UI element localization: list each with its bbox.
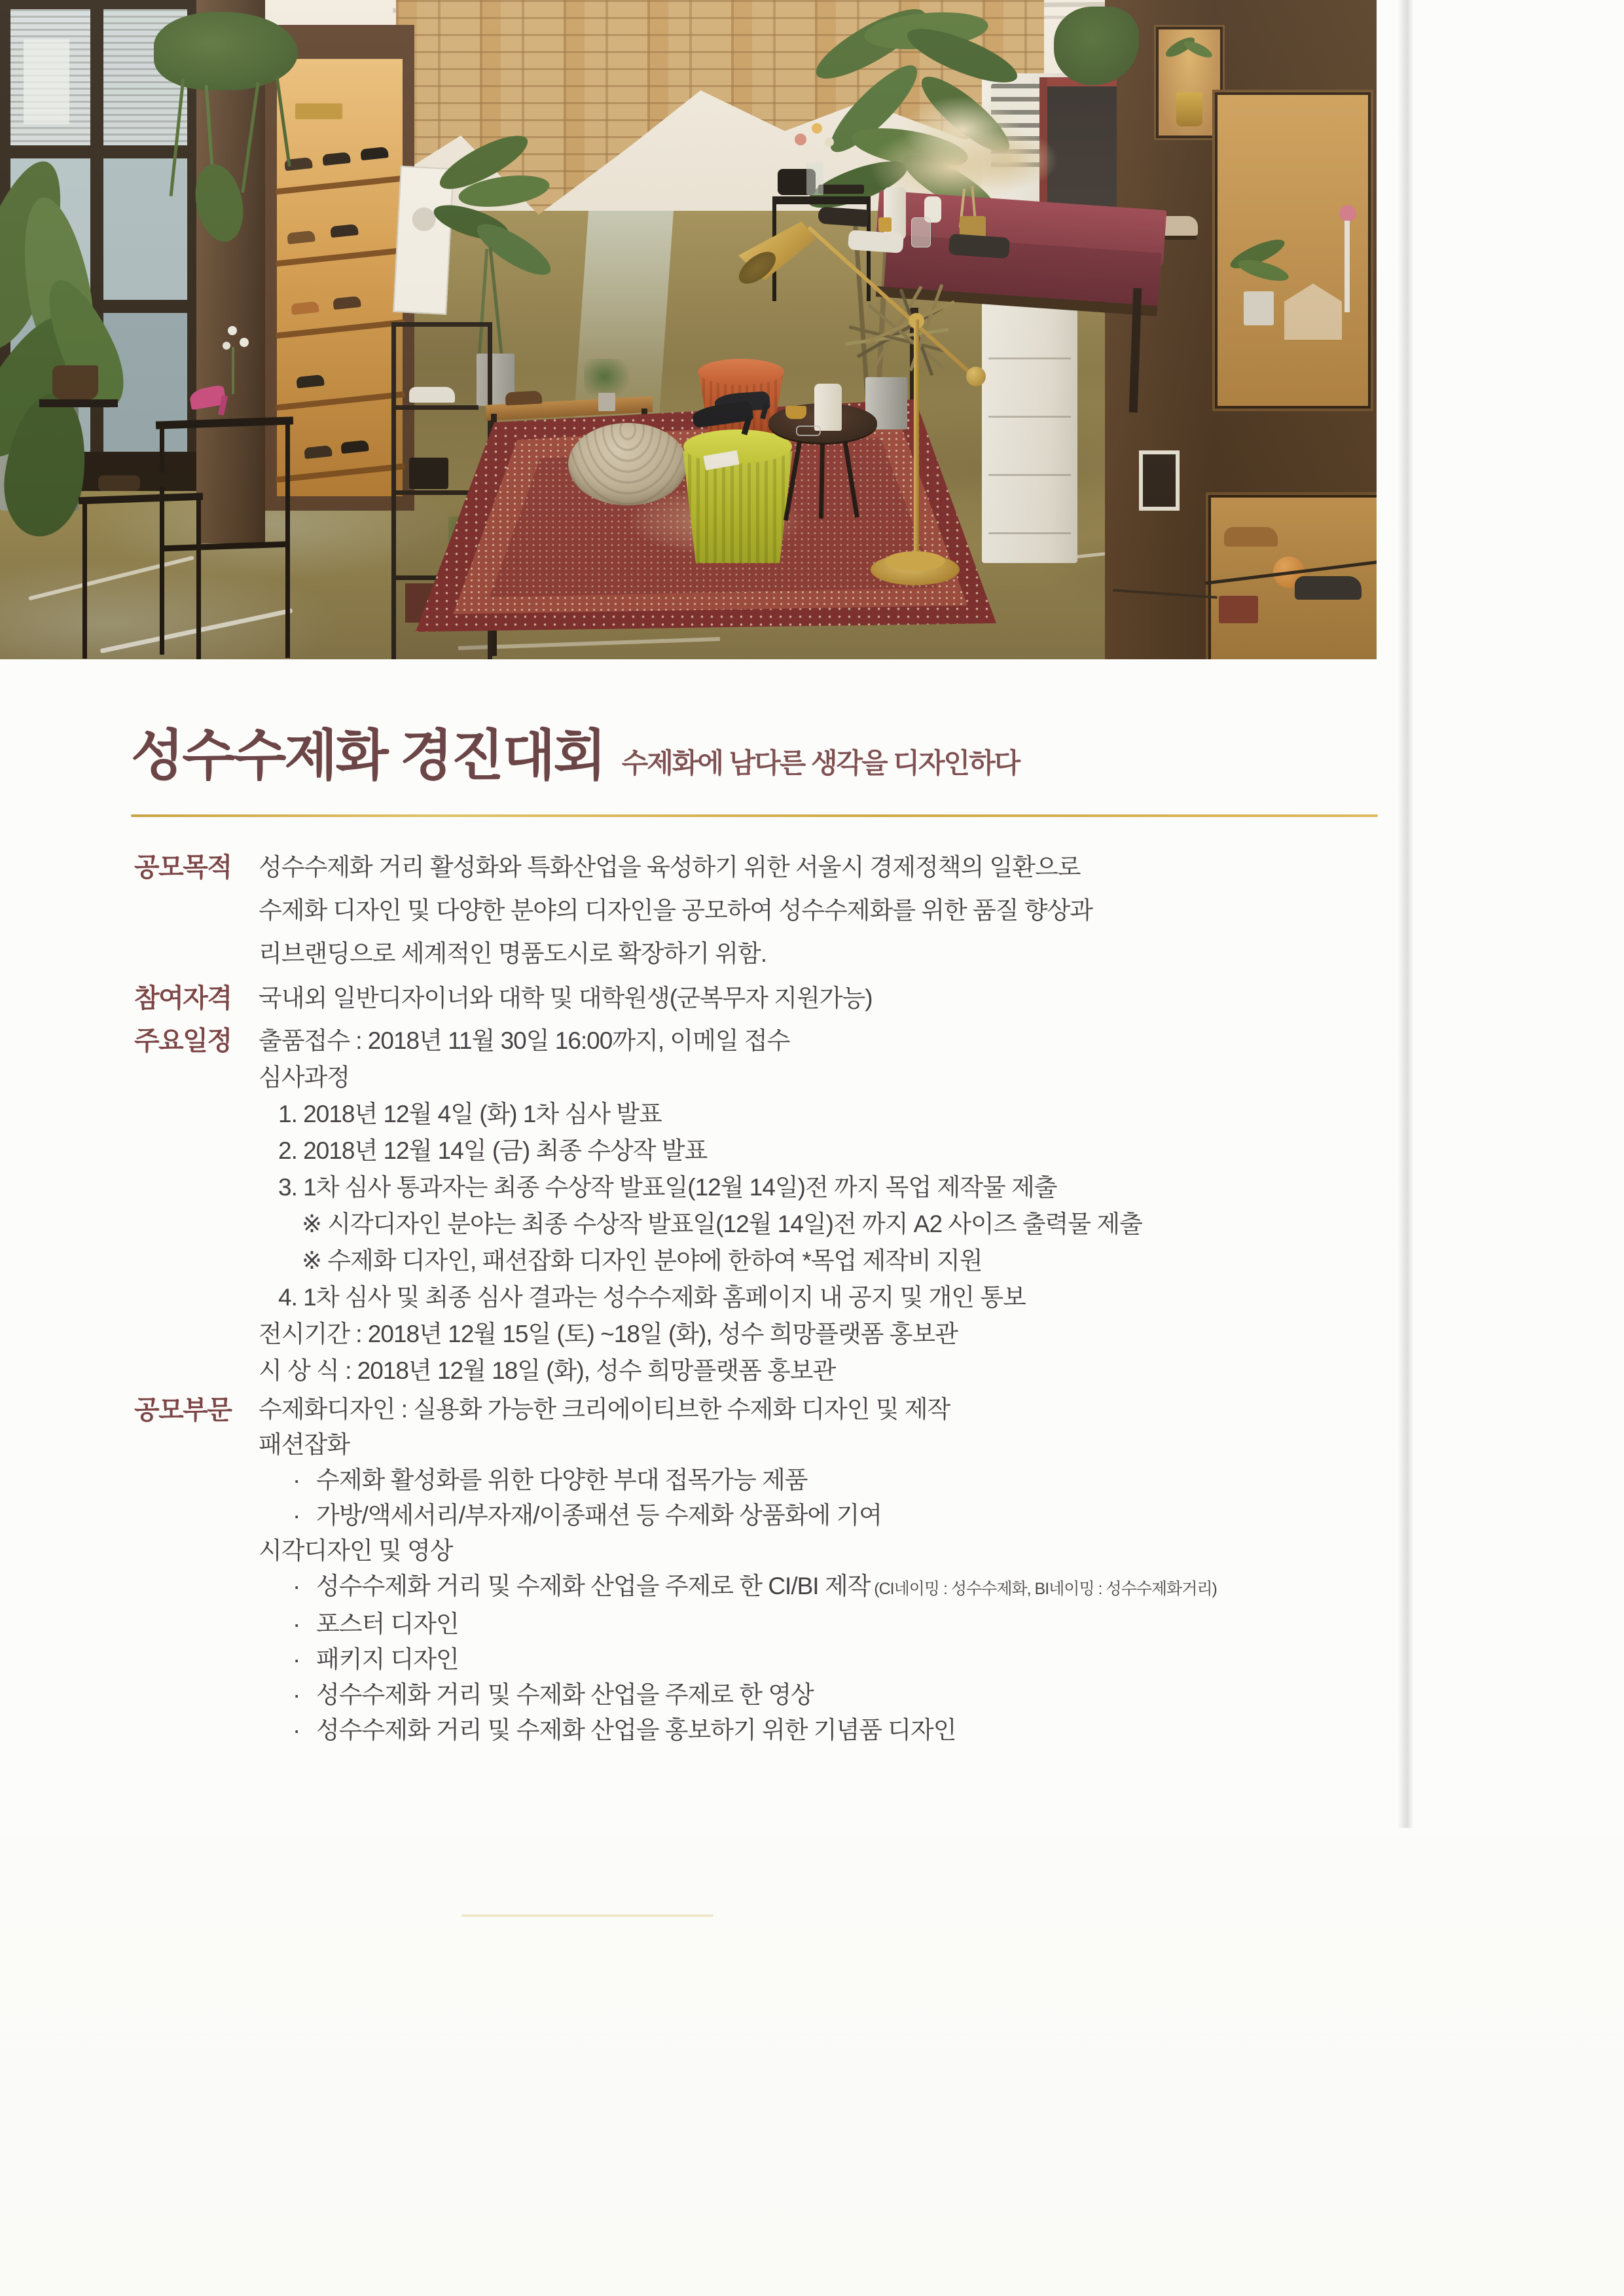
- cabinet-niche: [1159, 29, 1220, 136]
- line-smalltext: (CI네이밍 : 성수수제화, BI네이밍 : 성수수제화거리): [870, 1580, 1217, 1598]
- line-text: 패션잡화: [259, 1431, 350, 1458]
- boot-stand: [39, 399, 118, 407]
- flower-rose: [1339, 205, 1356, 222]
- line-text: 수제화 디자인 및 다양한 분야의 디자인을 공모하여 성수수제화를 위한 품질 향상과: [259, 897, 1093, 924]
- body-line: [259, 1498, 1217, 1533]
- shoe-pair: [98, 475, 140, 491]
- section-label: 공모부문: [134, 1396, 232, 1425]
- line-text: 포스터 디자인: [316, 1611, 459, 1637]
- section-body: [259, 1392, 1217, 1748]
- shoe-boot: [52, 365, 98, 399]
- rack-bag: [409, 458, 448, 489]
- candle-white: [814, 384, 842, 431]
- line-text: ※ 시각디자인 분야는 최종 수상작 발표일(12월 14일)전 까지 A2 사이즈 출력물 제출: [302, 1211, 1142, 1237]
- flower-stem: [232, 347, 234, 394]
- line-text: 성수수제화 거리 및 수제화 산업을 주제로 한 CI/BI 제작: [316, 1573, 871, 1599]
- lamp-pole: [914, 319, 919, 563]
- table-leg: [160, 426, 164, 655]
- body-line: [259, 1169, 1142, 1206]
- section-2: [134, 977, 873, 1020]
- shoe-white-sneakers: [848, 230, 904, 253]
- line-text: 시각디자인 및 영상: [259, 1537, 453, 1564]
- line-text: 심사과정: [259, 1064, 350, 1091]
- body-line: [259, 1023, 1142, 1059]
- bullet-dot: ·: [293, 1681, 300, 1708]
- shoe-derby-dark: [1295, 576, 1362, 600]
- flower-white: [223, 342, 230, 350]
- flower-white: [228, 326, 237, 335]
- page-title: 성수수제화 경진대회: [131, 725, 605, 786]
- line-text: 2. 2018년 12월 14일 (금) 최종 수상작 발표: [278, 1137, 708, 1164]
- line-text: 수제화 활성화를 위한 다양한 부대 접목가능 제품: [316, 1467, 808, 1493]
- body-line: [259, 846, 1092, 889]
- bullet-dot: ·: [293, 1573, 300, 1599]
- body-line: [259, 1427, 1217, 1463]
- bullet-dot: ·: [293, 1611, 300, 1637]
- terrarium: [1284, 283, 1342, 340]
- shoe-pair: [505, 391, 543, 406]
- section-3: [134, 1023, 1142, 1389]
- shoe-dark-pair: [948, 234, 1010, 259]
- pampas-grass: [952, 130, 1057, 190]
- body-line: [259, 1279, 1142, 1316]
- body-line: [259, 1392, 1217, 1427]
- scan-bottom-band: [0, 1837, 1624, 2296]
- body-line: [259, 1059, 1142, 1096]
- table-leg: [196, 498, 201, 659]
- scan-page-edge-shadow: [1398, 0, 1413, 1828]
- vase-white-bottle: [884, 187, 906, 240]
- exterior-building: [24, 39, 69, 124]
- bullet-dot: ·: [293, 1717, 300, 1743]
- body-line: [259, 1607, 1217, 1642]
- flower-white: [240, 338, 249, 347]
- shelf-lit-interior: [277, 59, 403, 496]
- white-pot: [1244, 291, 1274, 325]
- stool-orange-top: [698, 359, 784, 385]
- lamp-base-cap: [885, 551, 945, 571]
- cup-gold: [878, 217, 892, 232]
- section-body: [259, 1023, 1142, 1389]
- gold-divider-rule: [131, 814, 1378, 817]
- body-line: [259, 1642, 1217, 1677]
- eyeglasses: [796, 426, 821, 436]
- gold-pot: [1176, 92, 1202, 126]
- line-text: 국내외 일반디자이너와 대학 및 대학원생(군복무자 지원가능): [259, 985, 873, 1011]
- shoe-loafer-tan: [1224, 527, 1278, 547]
- line-text: 1. 2018년 12월 4일 (화) 1차 심사 발표: [278, 1101, 662, 1127]
- table-plant: [584, 359, 630, 398]
- table-plant-pot: [598, 393, 615, 411]
- line-text: 성수수제화 거리 및 수제화 산업을 홍보하기 위한 기념품 디자인: [316, 1717, 956, 1743]
- page-header: [131, 725, 1020, 786]
- store-photo: [0, 0, 1377, 659]
- lamp-counterweight: [966, 367, 986, 386]
- line-text: 수제화디자인 : 실용화 가능한 크리에이티브한 수제화 디자인 및 제작: [259, 1396, 950, 1423]
- flower-vase-glass: [806, 162, 823, 195]
- rack-shelf: [396, 405, 478, 410]
- rack-shelf: [396, 490, 478, 495]
- body-line: [259, 1353, 1142, 1389]
- window-pane: [103, 158, 187, 300]
- body-line: [259, 1533, 1217, 1569]
- table-leg: [82, 501, 87, 659]
- body-line: [259, 1713, 1217, 1748]
- gold-trinket: [785, 406, 806, 419]
- bullet-dot: ·: [293, 1467, 300, 1493]
- body-line: [259, 1133, 1142, 1169]
- line-text: ※ 수제화 디자인, 패션잡화 디자인 분야에 한하여 *목업 제작비 지원: [302, 1247, 983, 1274]
- body-line: [259, 1569, 1217, 1607]
- line-text: 3. 1차 심사 통과자는 최종 수상작 발표일(12월 14일)전 까지 목업 제작물 제출: [278, 1174, 1057, 1201]
- bullet-dot: ·: [293, 1502, 300, 1529]
- section-body: [259, 977, 873, 1020]
- flower-rose: [825, 137, 834, 147]
- line-text: 성수수제화 거리 활성화와 특화산업을 육성하기 위한 서울시 경제정책의 일환으로: [259, 854, 1081, 881]
- shoe-pair: [144, 473, 182, 487]
- flower-rose: [812, 123, 822, 134]
- knit-pouf: [568, 423, 687, 505]
- body-line: [259, 1677, 1217, 1713]
- right-display-cabinet: [1105, 0, 1377, 659]
- flower-rose: [795, 134, 806, 145]
- body-line: [259, 932, 1092, 975]
- line-text: 패키지 디자인: [316, 1646, 459, 1673]
- bullet-dot: ·: [293, 1646, 300, 1673]
- line-text: 가방/액세서리/부자재/이종패션 등 수제화 상품화에 기여: [316, 1502, 882, 1529]
- section-label: 주요일정: [134, 1027, 232, 1055]
- section-label: 공모목적: [134, 853, 232, 882]
- poster-mark: [412, 207, 437, 232]
- line-text: 4. 1차 심사 및 최종 심사 결과는 성수수제화 홈페이지 내 공지 및 개인 통보: [278, 1284, 1026, 1311]
- section-label: 참여자격: [134, 984, 232, 1013]
- line-text: 리브랜딩으로 세계적인 명품도시로 확장하기 위함.: [259, 940, 767, 967]
- body-line: [259, 977, 873, 1020]
- table-leg: [285, 422, 290, 658]
- decor-box-red: [1219, 596, 1258, 623]
- cabinet-niche: [1218, 95, 1368, 406]
- console-top: [772, 196, 871, 204]
- shelf-sign-gold: [295, 103, 342, 119]
- line-text: 성수수제화 거리 및 수제화 산업을 주제로 한 영상: [316, 1681, 814, 1708]
- jar-glass: [911, 217, 931, 247]
- photo-frame: [1139, 450, 1180, 511]
- line-text: 시 상 식 : 2018년 12월 18일 (화), 성수 희망플랫폼 홍보관: [259, 1357, 836, 1384]
- shoe-white-sneaker: [409, 387, 455, 403]
- line-text: 출품접수 : 2018년 11월 30일 16:00까지, 이메일 접수: [259, 1027, 790, 1054]
- body-line: [259, 1096, 1142, 1133]
- body-line: [259, 1316, 1142, 1353]
- section-body: [259, 846, 1092, 975]
- console-tray: [818, 185, 864, 194]
- shoe-black-loafers: [818, 206, 869, 227]
- flower-stem-vase: [1344, 221, 1350, 312]
- body-line: [259, 889, 1092, 932]
- scan-scuff-line: [461, 1914, 713, 1917]
- body-line: [259, 1463, 1217, 1498]
- section-1: [134, 846, 1092, 975]
- body-line: [259, 1206, 1142, 1243]
- section-4: [134, 1392, 1217, 1748]
- page-subtitle: 수제화에 남다른 생각을 디자인하다: [621, 747, 1020, 778]
- body-line: [259, 1243, 1142, 1279]
- line-text: 전시기간 : 2018년 12월 15일 (토) ~18일 (화), 성수 희망플랫폼 홍보관: [259, 1321, 958, 1347]
